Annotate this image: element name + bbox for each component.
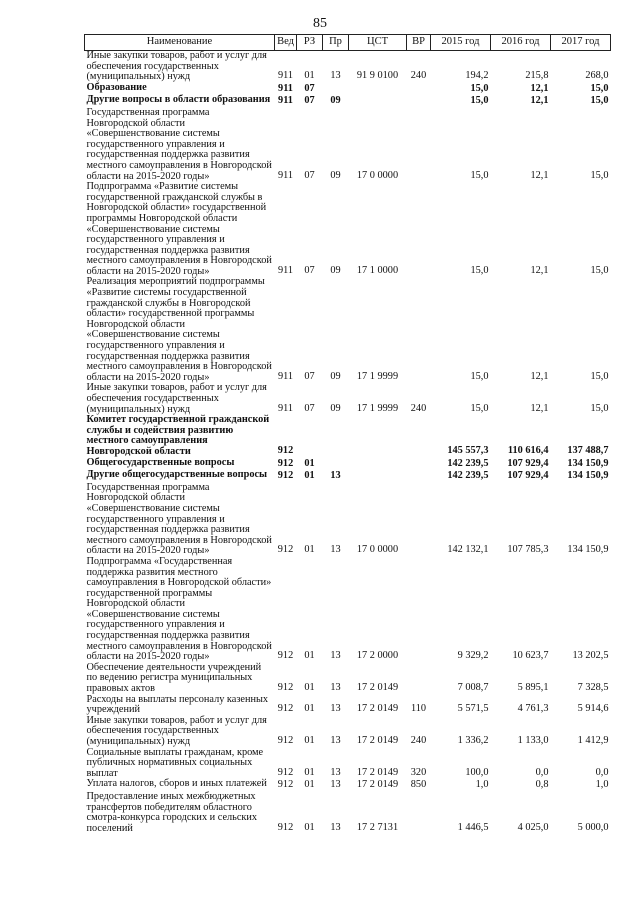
row-ved-cell: 911 xyxy=(277,70,294,82)
row-2016-cell: 0,0 xyxy=(535,766,549,778)
column-header-2016: 2016 год xyxy=(491,35,551,51)
table-row xyxy=(85,415,611,457)
row-2016-cell: 107 785,3 xyxy=(507,544,549,556)
table-row xyxy=(85,51,611,83)
row-name-cell: Другие общегосударственные вопросы xyxy=(86,469,268,481)
row-2017-cell: 5 914,6 xyxy=(577,703,609,715)
row-rz-cell: 07 xyxy=(304,402,315,414)
row-2015-cell: 1 336,2 xyxy=(457,735,489,746)
table-body xyxy=(85,51,611,835)
row-name-cell: Другие вопросы в области образования xyxy=(86,94,271,106)
row-2015-cell: 5 571,5 xyxy=(457,703,489,715)
row-name-cell: Общегосударственные вопросы xyxy=(86,456,235,468)
row-pr-cell xyxy=(323,458,349,471)
row-2017-cell: 15,0 xyxy=(590,402,609,414)
row-name-cell: Расходы на выплаты персоналу казенных учреждений xyxy=(86,693,269,716)
row-name-cell: Подпрограмма «Развитие системы государственной гражданской службы в Новгородской области» государственной программы Новгородской области «Совершенствование системы государственного управления и государственная поддержка развития местного самоуправления в Новгородской области на 2015-2020 годы» xyxy=(86,181,272,277)
row-cst-cell: 17 2 0149 xyxy=(356,682,399,694)
row-2017-cell: 13 202,5 xyxy=(572,650,609,662)
row-cst-cell: 17 1 9999 xyxy=(356,370,399,382)
row-ved-cell: 911 xyxy=(277,264,294,276)
table-row xyxy=(85,748,611,780)
budget-table xyxy=(84,34,611,834)
row-2016-cell: 1 133,0 xyxy=(517,735,549,746)
row-cst-cell: 17 2 0149 xyxy=(356,779,399,791)
table-row xyxy=(85,182,611,277)
row-cst-cell xyxy=(349,83,407,96)
row-pr-cell: 13 xyxy=(330,650,341,662)
row-vr-cell: 240 xyxy=(410,735,427,746)
row-rz-cell: 07 xyxy=(304,264,315,276)
row-rz-cell: 01 xyxy=(304,779,315,791)
row-name-cell: Государственная программа Новгородской области «Совершенствование системы государственного управления и государственная поддержка развития местного самоуправления в Новгородской области на 2015-2020 годы» xyxy=(86,106,272,182)
row-2016-cell: 10 623,7 xyxy=(512,650,549,662)
row-2017-cell: 5 000,0 xyxy=(577,821,609,833)
row-rz-cell: 01 xyxy=(304,821,315,833)
row-2016-cell: 107 929,4 xyxy=(507,470,549,482)
row-name-cell: Комитет государственной гражданской службы и содействия развитию местного самоуправления Новгородской области xyxy=(86,414,270,457)
row-2017-cell: 1 412,9 xyxy=(577,735,609,746)
row-cst-cell: 91 9 0100 xyxy=(356,70,399,82)
row-cst-cell: 17 1 0000 xyxy=(356,264,399,276)
row-rz-cell: 01 xyxy=(304,470,315,482)
row-ved-cell: 911 xyxy=(277,169,294,181)
row-ved-cell: 912 xyxy=(277,457,294,469)
row-2016-cell: 12,1 xyxy=(530,264,549,276)
row-ved-cell: 912 xyxy=(277,444,294,456)
row-2016-cell: 107 929,4 xyxy=(507,457,549,469)
row-pr-cell: 09 xyxy=(330,264,341,276)
row-vr-cell xyxy=(407,792,431,834)
column-header-rz: РЗ xyxy=(297,35,323,51)
row-cst-cell: 17 2 0149 xyxy=(356,735,399,746)
row-pr-cell: 13 xyxy=(330,821,341,833)
column-header-cst: ЦСТ xyxy=(349,35,407,51)
row-2016-cell: 215,8 xyxy=(525,70,549,82)
table-header xyxy=(85,35,611,51)
row-2017-cell: 134 150,9 xyxy=(567,470,609,482)
row-pr-cell: 13 xyxy=(330,766,341,778)
row-cst-cell: 17 1 9999 xyxy=(356,402,399,414)
row-2015-cell: 1 446,5 xyxy=(457,821,489,833)
page-number: 85 xyxy=(313,16,327,31)
row-vr-cell xyxy=(407,483,431,557)
row-vr-cell xyxy=(407,108,431,182)
row-ved-cell: 912 xyxy=(277,779,294,791)
table-row xyxy=(85,716,611,748)
row-ved-cell: 911 xyxy=(278,95,293,107)
row-2015-cell: 15,0 xyxy=(470,264,489,276)
row-2015-cell: 145 557,3 xyxy=(447,444,489,456)
row-rz-cell xyxy=(297,415,323,457)
row-2016-cell: 4 025,0 xyxy=(517,821,549,833)
row-cst-cell xyxy=(349,95,407,108)
row-name-cell: Реализация мероприятий подпрограммы «Развитие системы государственной гражданской службы в Новгородской области» государственной программы Новгородской области «Совершенствование системы государственного управления и государственная поддержка развития местного самоуправления в Новгородской области на 2015-2020 годы» xyxy=(86,276,272,383)
row-cst-cell: 17 2 0149 xyxy=(356,703,399,715)
row-vr-cell: 240 xyxy=(410,70,427,82)
row-pr-cell: 13 xyxy=(330,70,341,82)
row-pr-cell: 13 xyxy=(330,544,341,556)
row-pr-cell: 13 xyxy=(330,735,341,746)
row-pr-cell: 13 xyxy=(330,779,341,791)
row-pr-cell xyxy=(323,415,349,457)
row-2015-cell: 7 008,7 xyxy=(457,682,489,694)
row-pr-cell: 09 xyxy=(330,402,341,414)
row-cst-cell: 17 2 0000 xyxy=(356,650,399,662)
row-cst-cell: 17 2 0149 xyxy=(356,766,399,778)
row-pr-cell: 09 xyxy=(330,169,341,181)
row-ved-cell: 911 xyxy=(277,402,294,414)
row-ved-cell: 912 xyxy=(277,682,294,694)
row-vr-cell: 240 xyxy=(410,402,427,414)
row-2016-cell: 12,1 xyxy=(530,402,549,414)
row-rz-cell: 07 xyxy=(304,169,315,181)
row-pr-cell xyxy=(323,83,349,96)
table-row xyxy=(85,383,611,415)
row-name-cell: Иные закупки товаров, работ и услуг для обеспечения государственных (муниципальных) нужд xyxy=(86,714,267,747)
row-2016-cell: 110 616,4 xyxy=(507,444,549,456)
row-2016-cell: 12,1 xyxy=(530,95,549,107)
row-vr-cell xyxy=(407,83,431,96)
row-2015-cell: 15,0 xyxy=(470,82,489,94)
row-vr-cell xyxy=(407,277,431,383)
column-header-name: Наименование xyxy=(85,35,275,51)
table-row xyxy=(85,470,611,483)
column-header-pr: Пр xyxy=(323,35,349,51)
row-vr-cell xyxy=(407,663,431,695)
row-2015-cell: 142 239,5 xyxy=(447,470,489,482)
row-2017-cell: 268,0 xyxy=(585,70,609,82)
row-rz-cell: 01 xyxy=(304,703,315,715)
row-cst-cell: 17 2 7131 xyxy=(356,821,399,833)
row-pr-cell: 13 xyxy=(330,703,341,715)
row-rz-cell: 01 xyxy=(304,544,315,556)
row-ved-cell: 911 xyxy=(278,82,293,94)
row-vr-cell: 320 xyxy=(410,766,427,778)
row-name-cell: Предоставление иных межбюджетных трансфертов победителям областного смотра-конкурса городских и сельских поселений xyxy=(86,790,258,834)
row-rz-cell: 01 xyxy=(304,766,315,778)
row-vr-cell xyxy=(407,458,431,471)
row-rz-cell: 01 xyxy=(304,70,315,82)
table-row xyxy=(85,483,611,557)
row-2017-cell: 15,0 xyxy=(590,95,609,107)
column-header-2017: 2017 год xyxy=(551,35,611,51)
row-2016-cell: 5 895,1 xyxy=(517,682,549,694)
row-2017-cell: 15,0 xyxy=(590,264,609,276)
row-2015-cell: 142 239,5 xyxy=(447,457,489,469)
row-2017-cell: 0,0 xyxy=(595,766,609,778)
row-2016-cell: 12,1 xyxy=(530,370,549,382)
row-rz-cell: 07 xyxy=(304,370,315,382)
row-rz-cell: 07 xyxy=(304,82,315,94)
row-rz-cell: 01 xyxy=(304,457,315,469)
row-cst-cell xyxy=(349,415,407,457)
row-2017-cell: 7 328,5 xyxy=(577,682,609,694)
row-rz-cell: 01 xyxy=(304,650,315,662)
row-2015-cell: 1,0 xyxy=(475,779,489,791)
row-cst-cell: 17 0 0000 xyxy=(356,169,399,181)
row-pr-cell: 13 xyxy=(330,682,341,694)
row-2015-cell: 15,0 xyxy=(470,370,489,382)
row-name-cell: Социальные выплаты гражданам, кроме публичных нормативных социальных выплат xyxy=(86,746,264,779)
row-vr-cell xyxy=(407,470,431,483)
column-header-2015: 2015 год xyxy=(431,35,491,51)
row-2015-cell: 194,2 xyxy=(465,70,489,82)
row-pr-cell: 09 xyxy=(330,95,341,107)
row-name-cell: Обеспечение деятельности учреждений по ведению регистра муниципальных правовых актов xyxy=(86,661,262,695)
table-row xyxy=(85,108,611,182)
row-2017-cell: 15,0 xyxy=(590,370,609,382)
row-ved-cell: 912 xyxy=(277,821,294,833)
row-ved-cell: 912 xyxy=(277,650,294,662)
column-header-vr: ВР xyxy=(407,35,431,51)
row-2015-cell: 142 132,1 xyxy=(447,544,489,556)
row-vr-cell: 110 xyxy=(410,703,427,715)
row-2017-cell: 15,0 xyxy=(590,82,609,94)
row-name-cell: Иные закупки товаров, работ и услуг для обеспечения государственных (муниципальных) нужд xyxy=(86,382,267,415)
row-name-cell: Подпрограмма «Государственная поддержка развития местного самоуправления в Новгородской области» государственной программы Новгородской области «Совершенствование системы государственного управления и государственная поддержка развития местного самоуправления в Новгородской области на 2015-2020 годы» xyxy=(86,555,272,663)
row-cst-cell xyxy=(349,458,407,471)
row-2015-cell: 9 329,2 xyxy=(457,650,489,662)
row-2016-cell: 0,8 xyxy=(535,779,549,791)
row-ved-cell: 912 xyxy=(277,735,294,746)
row-2015-cell: 15,0 xyxy=(470,402,489,414)
row-2017-cell: 15,0 xyxy=(590,169,609,181)
table-row xyxy=(85,792,611,834)
row-2015-cell: 15,0 xyxy=(470,169,489,181)
row-2016-cell: 12,1 xyxy=(530,82,549,94)
row-2017-cell: 1,0 xyxy=(595,779,609,791)
row-2015-cell: 100,0 xyxy=(465,766,489,778)
row-vr-cell: 850 xyxy=(410,779,427,791)
row-vr-cell xyxy=(407,557,431,663)
row-ved-cell: 912 xyxy=(277,703,294,715)
row-2015-cell: 15,0 xyxy=(470,95,489,107)
row-name-cell: Государственная программа Новгородской области «Совершенствование системы государственного управления и государственная поддержка развития местного самоуправления в Новгородской области на 2015-2020 годы» xyxy=(86,481,272,557)
table-row xyxy=(85,557,611,663)
row-ved-cell: 911 xyxy=(277,370,294,382)
row-2016-cell: 12,1 xyxy=(530,169,549,181)
row-2017-cell: 134 150,9 xyxy=(567,544,609,556)
row-rz-cell: 01 xyxy=(304,735,315,746)
table-row xyxy=(85,663,611,695)
row-vr-cell xyxy=(407,95,431,108)
row-name-cell: Иные закупки товаров, работ и услуг для обеспечения государственных (муниципальных) нужд xyxy=(86,50,267,83)
row-cst-cell: 17 0 0000 xyxy=(356,544,399,556)
row-vr-cell xyxy=(407,415,431,457)
row-rz-cell: 07 xyxy=(304,95,315,107)
row-pr-cell: 09 xyxy=(330,370,341,382)
row-ved-cell: 912 xyxy=(277,766,294,778)
table-row xyxy=(85,277,611,383)
row-vr-cell xyxy=(407,182,431,277)
row-2017-cell: 137 488,7 xyxy=(567,444,609,456)
row-2017-cell: 134 150,9 xyxy=(567,457,609,469)
row-cst-cell xyxy=(349,470,407,483)
row-ved-cell: 912 xyxy=(277,544,294,556)
table-row xyxy=(85,695,611,716)
row-name-cell: Уплата налогов, сборов и иных платежей xyxy=(86,778,267,790)
row-name-cell: Образование xyxy=(86,81,147,93)
row-ved-cell: 912 xyxy=(277,470,294,482)
row-2016-cell: 4 761,3 xyxy=(517,703,549,715)
column-header-ved: Вед xyxy=(275,35,297,51)
row-rz-cell: 01 xyxy=(304,682,315,694)
row-pr-cell: 13 xyxy=(330,470,341,482)
